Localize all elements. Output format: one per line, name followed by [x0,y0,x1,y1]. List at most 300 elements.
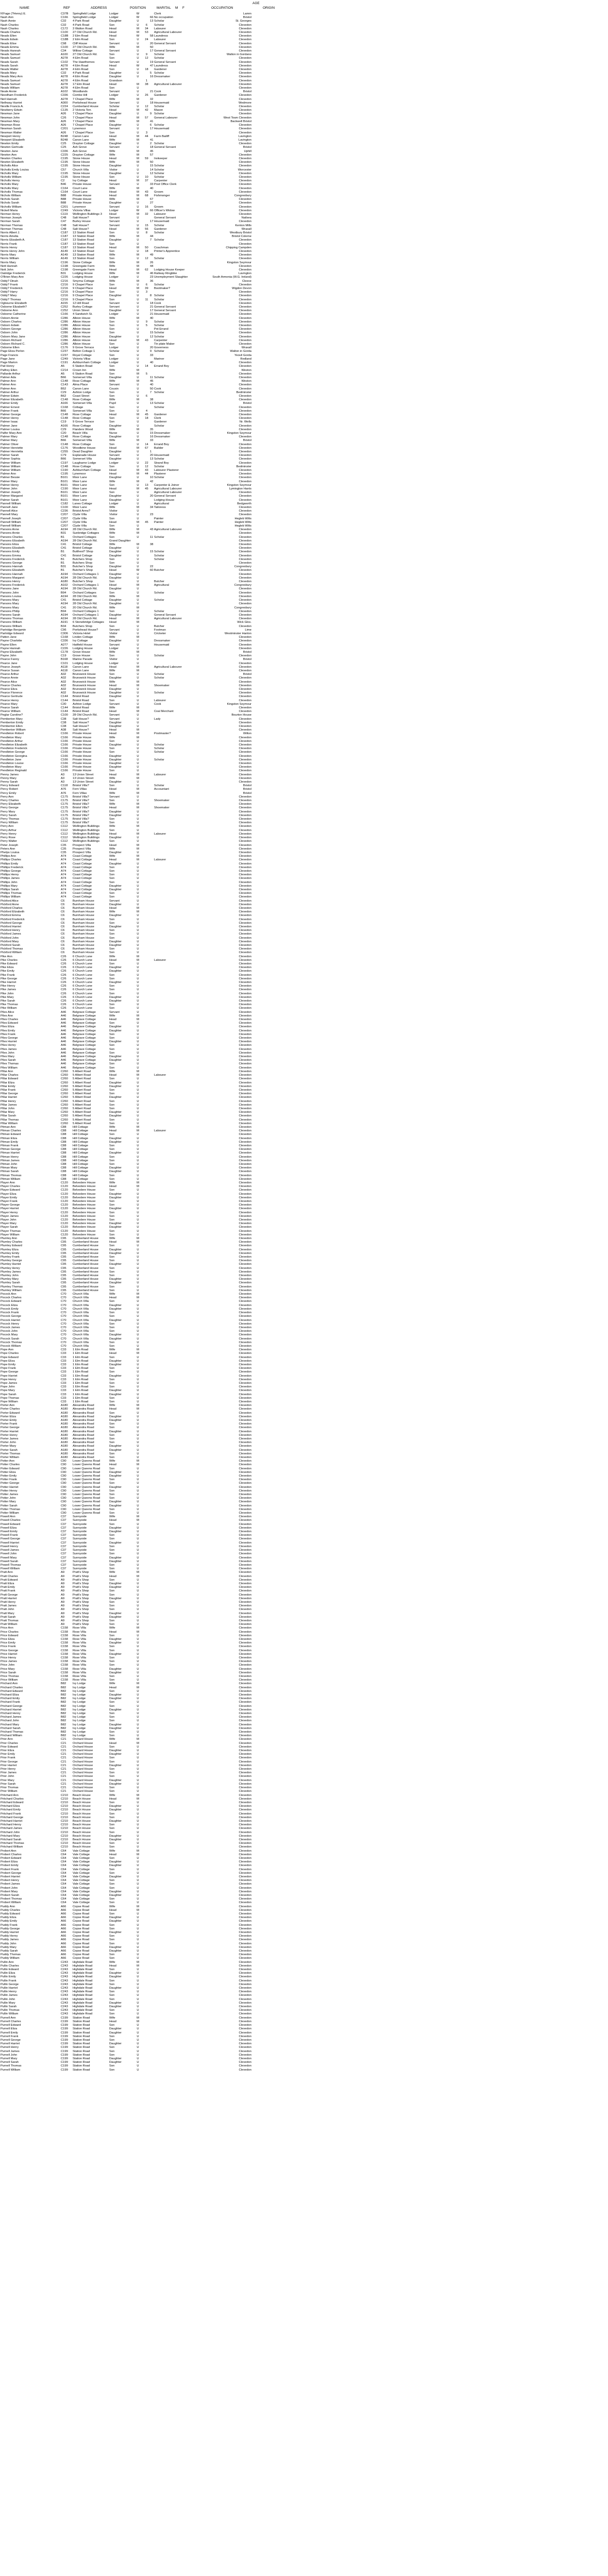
cell-ref: C95 [61,1263,66,1266]
cell-age-m [143,343,149,346]
cell-address: 4 Elm Road [73,57,89,60]
cell-position: Head [109,35,116,38]
table-row [0,1033,608,1037]
cell-address: Church Villa [73,1326,89,1329]
cell-ref: C90 [61,1485,66,1489]
table-row [0,1278,608,1281]
cell-name: Porter Edward [1,1411,20,1415]
cell-age-m [143,1616,149,1619]
cell-age-f: 57 [150,153,154,157]
cell-origin: Clevedon [239,1679,251,1682]
cell-occupation: Strand Boy [154,461,169,465]
cell-ref: A180 [61,580,68,584]
cell-spacer [263,1267,608,1270]
cell-ref: A74 [61,866,66,869]
cell-occupation [154,1541,201,1545]
cell-occupation [154,1467,201,1471]
cell-name: Porter Frank [1,1422,18,1426]
table-row [0,1270,608,1274]
cell-marital: M [137,843,139,847]
cell-age-m [143,974,149,977]
cell-name: Palmer William [1,468,21,472]
cell-occupation [154,1141,201,1144]
cell-age-m [143,710,149,714]
cell-occupation: Labourer [154,958,166,962]
cell-age-m [143,1052,149,1055]
cell-origin: Clevedon [239,970,251,973]
cell-spacer [263,1415,608,1419]
table-row [0,1222,608,1226]
cell-occupation [154,1211,201,1215]
cell-position: Son [109,394,115,398]
cell-occupation: Agricultural Labourer [154,31,182,35]
cell-spacer [263,944,608,947]
cell-age-m [143,1575,149,1579]
cell-age-f [149,369,154,372]
cell-position: Son [109,1133,115,1137]
cell-name: Osborn Edwin [1,324,20,328]
cell-address: Rose Villa [73,1645,86,1649]
cell-address: Clyde Villa [73,524,87,528]
cell-spacer [263,83,608,87]
cell-ref: C120 [61,1189,68,1192]
cell-address: Ashburnham Cottage [73,361,101,365]
cell-spacer [263,1070,608,1074]
cell-occupation: Labourer [154,27,166,30]
cell-age-m [143,1656,149,1660]
cell-address: Belgrave Cottage [73,1051,96,1055]
cell-position: Daughter [109,587,122,591]
cell-ref: C37 [61,1541,66,1545]
cell-address: Salt House? [73,721,89,724]
table-row [0,1181,608,1185]
cell-age-f [149,573,154,577]
cell-age-m [143,139,149,142]
cell-age-m: 45 [145,520,148,524]
cell-ref: C95 [61,1289,66,1292]
cell-age-f [149,521,154,524]
cell-occupation: Scholar [154,350,164,353]
cell-address: 9 Chapel Place [73,291,93,294]
cell-address: Lower Queens Road [73,1507,100,1511]
cell-ref: B82 [61,1682,66,1686]
cell-name: Nicholls Mary [1,187,19,190]
cell-position: Daughter [109,142,122,146]
cell-marital: U [137,1256,139,1259]
cell-age-m: 57 [145,116,148,120]
cell-position: Daughter [109,1393,122,1396]
cell-spacer [263,161,608,164]
cell-occupation [154,1156,201,1159]
cell-ref: C95 [61,1244,66,1248]
cell-spacer [263,870,608,873]
cell-occupation [154,1281,201,1285]
cell-age-f [149,1163,154,1166]
table-row [0,469,608,472]
table-row [0,1393,608,1397]
cell-age-f: 33 [150,183,154,187]
cell-spacer [263,1363,608,1367]
cell-ref: C88 [61,1151,66,1155]
cell-position: Head [109,31,116,35]
cell-address: Burnham House [73,914,94,918]
cell-address: 9 Grove Terrace [73,346,94,350]
cell-age-f [149,1241,154,1244]
cell-occupation [154,1096,201,1099]
cell-origin: Clevedon [239,699,251,702]
cell-occupation: Scholar [154,554,164,557]
cell-marital: M [137,109,139,112]
cell-position: Son [109,1233,115,1236]
cell-address: Belvedere House [73,1222,96,1226]
cell-ref: C37 [61,1552,66,1556]
table-row [0,591,608,595]
cell-age-f [149,1025,154,1029]
cell-name: Potter Charles [1,1463,20,1467]
cell-occupation [154,1081,201,1085]
cell-age-f [149,836,154,840]
cell-age-f [149,116,154,120]
table-row [0,688,608,691]
table-row [0,98,608,101]
cell-age-f [149,487,154,491]
cell-address: Church Villa [73,168,89,172]
table-row [0,457,608,461]
table-row [0,1375,608,1378]
cell-age-f: 13 [150,402,154,405]
cell-marital: U [137,1679,139,1682]
cell-age-m [143,276,149,279]
cell-name: Price Thomas [1,1675,19,1678]
cell-address: Rose Villa [73,1626,86,1630]
cell-occupation [154,1148,201,1151]
table-row [0,1512,608,1515]
cell-origin: Clevedon [239,1563,251,1567]
cell-position: Son [109,1204,115,1207]
cell-age-m [143,1274,149,1278]
cell-address: Wellington Buildings [73,840,100,843]
cell-origin: Clevedon [239,1241,251,1244]
cell-address: Bristol Cottage [73,554,93,557]
cell-age-m [143,1037,149,1040]
cell-ref: A9 [61,1619,65,1622]
cell-occupation: Scholar [154,557,164,561]
cell-ref: C286 [61,331,68,335]
cell-address: Private House [73,743,92,747]
cell-occupation: Carpenter [154,338,167,342]
cell-age-m [143,1207,149,1211]
cell-age-f [149,1626,154,1630]
cell-occupation [154,1345,201,1348]
cell-address: Sunnyside [73,1534,87,1537]
cell-address: 5 Albert Road [73,1070,91,1073]
cell-spacer [263,402,608,405]
cell-address: Cumberland House [73,1256,98,1259]
cell-marital: U [137,1467,139,1470]
cell-age-f [149,1033,154,1037]
cell-origin: Clevedon [239,1014,251,1018]
cell-spacer [263,1007,608,1010]
cell-address: 9 Chapel Place [73,298,93,301]
table-row [0,699,608,703]
cell-spacer [263,1475,608,1478]
cell-ref: A9 [61,1571,65,1574]
cell-occupation: Gardener [154,420,167,424]
cell-ref: C158 [61,1664,68,1667]
cell-position: Son [109,328,115,331]
table-row [0,101,608,105]
cell-name: Palmer Ann [1,383,16,387]
cell-age-m [143,881,149,885]
cell-ref: B88 [61,201,66,205]
cell-occupation: Scholar [154,124,164,127]
cell-position: Servant [109,49,120,53]
cell-occupation [154,951,201,955]
cell-position: Daughter [109,547,122,550]
cell-spacer [263,1412,608,1415]
table-row [0,187,608,191]
cell-name: Player John [1,1218,16,1222]
cell-position: Son [109,257,115,261]
cell-name: Price Charles [1,1630,19,1634]
cell-origin: Clevedon [239,1400,251,1403]
cell-spacer [263,621,608,624]
cell-age-f [149,1151,154,1155]
cell-origin: Clevedon [239,38,251,42]
cell-marital: U [137,524,139,528]
cell-name: Powell Thomas [1,1563,21,1567]
cell-spacer [263,1504,608,1508]
cell-age-m [143,777,149,781]
cell-marital: M [137,1574,139,1578]
cell-occupation [154,873,201,877]
cell-name: Pike John [1,992,14,995]
table-row [0,361,608,365]
cell-ref: C225 [61,153,68,157]
cell-age-m: 12 [145,257,148,261]
cell-age-f [149,821,154,825]
cell-position: Head [109,212,116,216]
cell-occupation: Errand Boy [154,443,169,446]
cell-spacer [263,602,608,606]
cell-origin: Wick Glos. [237,621,251,624]
cell-name: Pickford Thomas [1,947,23,951]
cell-age-f [149,1263,154,1266]
cell-ref: C118 [61,784,68,788]
table-row [0,291,608,294]
cell-name: Parsons Sarah [1,613,21,617]
cell-name: Pope Mary [1,1389,15,1393]
cell-marital: U [137,1303,139,1307]
cell-age-f [149,532,154,535]
cell-marital: U [137,1608,139,1612]
cell-name: Pratt James [1,1604,16,1608]
cell-address: 2 Victoria Terr. [73,109,92,112]
cell-name: Pike Thomas [1,1003,18,1007]
cell-ref: C19 [61,654,66,658]
cell-address: Pratt's Shop [73,1597,89,1600]
cell-age-m: 50 [145,246,148,249]
cell-origin: Clevedon [239,940,251,943]
cell-origin: Clevedon [239,680,251,684]
cell-address: 6 Church Lane [73,977,93,980]
cell-age-f: 58 [150,35,154,38]
table-row [0,1604,608,1608]
cell-address: Bristol Villa? [73,806,89,810]
cell-age-m [143,1597,149,1601]
table-row [0,491,608,495]
cell-origin: Clevedon [239,684,251,687]
cell-marital: U [137,1207,139,1211]
cell-occupation [154,1631,201,1634]
cell-spacer [263,788,608,791]
cell-position: Son [109,1066,115,1070]
cell-address: Pratt's Shop [73,1604,89,1608]
cell-age-f [149,1631,154,1634]
cell-age-f: 22 [150,565,154,569]
cell-address: Rose Villa [73,1679,86,1682]
cell-marital: M [137,261,139,264]
table-row [0,1074,608,1077]
cell-origin: Wigdon Devon [231,287,251,291]
cell-origin: Clevedon [239,1519,251,1522]
cell-ref: B101 [61,491,68,495]
cell-ref: B101 [61,495,68,498]
cell-age-f [149,888,154,892]
cell-marital: U [137,1563,139,1567]
cell-age-f [149,1070,154,1074]
cell-address: 13 Union Street [73,773,94,776]
cell-position: Wife [109,736,115,739]
cell-address: Ash Grove [73,146,87,149]
cell-age-m [143,1267,149,1270]
cell-name: Neads Elise [1,42,16,45]
cell-age-m [143,769,149,773]
cell-age-m [143,1166,149,1170]
cell-name: Nichols William [1,194,21,197]
cell-age-m [143,1337,149,1341]
cell-address: Coast Cottage [73,858,92,862]
cell-age-m [143,676,149,680]
cell-age-f [149,1126,154,1129]
cell-age-m [143,335,149,339]
cell-spacer [263,1589,608,1593]
cell-marital: M [137,806,139,810]
cell-name: Palmer William [1,461,21,465]
cell-age-m [143,1515,149,1519]
cell-spacer [263,317,608,320]
cell-spacer [263,239,608,242]
cell-age-m [143,1478,149,1482]
cell-marital: U [137,1192,139,1196]
cell-position: Daughter [109,862,122,866]
cell-marital: M [137,380,139,383]
cell-position: Daughter [109,1418,122,1422]
cell-spacer [263,309,608,313]
table-row [0,1649,608,1653]
table-row [0,1389,608,1393]
cell-age-m [143,510,149,513]
cell-age-f [149,365,154,368]
cell-age-m [143,1682,149,1686]
cell-occupation [154,777,201,781]
cell-age-f [149,1308,154,1311]
cell-occupation [154,87,201,90]
cell-origin: Clevedon [239,1460,251,1463]
cell-position: Head [109,487,116,490]
cell-origin: Clevedon [239,1278,251,1281]
cell-spacer [263,131,608,135]
cell-position: Daughter [109,725,122,728]
cell-position: Head [109,27,116,30]
cell-position: Daughter [109,1530,122,1534]
cell-position: Son [109,1229,115,1233]
cell-ref: C286 [61,324,68,328]
cell-marital: U [137,1300,139,1303]
cell-age-m [143,120,149,124]
cell-origin: Kingston Seymour [227,431,251,435]
cell-spacer [263,647,608,651]
cell-spacer [263,955,608,959]
cell-ref: A46 [61,1055,66,1059]
cell-name: Phillips Sarah [1,888,19,891]
cell-age-f [149,1537,154,1541]
cell-ref: C252 [61,306,68,309]
table-row [0,1653,608,1656]
cell-age-f [149,1441,154,1445]
cell-age-m [143,573,149,577]
cell-ref: B46 [61,183,66,187]
cell-ref: C88 [61,1155,66,1159]
cell-ref: C120 [61,1185,68,1189]
cell-occupation [154,992,201,996]
table-row [0,1189,608,1192]
cell-origin: Clevedon [239,1051,251,1055]
cell-age-m [143,877,149,880]
cell-age-m [143,75,149,79]
cell-address: Sunnyside [73,1515,87,1519]
cell-origin: Clevedon [239,127,251,131]
cell-name: Norris Elizabeth A. [1,239,25,242]
cell-ref: C6 [61,918,65,921]
cell-age-m [143,1348,149,1352]
cell-ref: C95 [61,1251,66,1255]
cell-age-m [143,302,149,306]
cell-age-m [143,1352,149,1355]
table-row [0,120,608,124]
cell-name: Pitman Mary [1,1166,18,1170]
cell-marital: U [137,866,139,869]
cell-age-f [149,462,154,465]
cell-name: Pocock Frank [1,1311,19,1315]
cell-spacer [263,469,608,472]
cell-marital: M [137,116,139,120]
cell-spacer [263,398,608,402]
cell-position: Son [109,87,115,90]
table-row [0,425,608,428]
cell-age-f [149,157,154,161]
cell-age-f: 44 [150,264,154,268]
cell-address: Bristol Villa? [73,803,89,806]
cell-name: Pearce Joseph [1,665,21,669]
cell-position: Son [109,1259,115,1263]
cell-ref: C260 [61,1084,68,1088]
cell-ref: A46 [61,1032,66,1036]
cell-age-f [149,691,154,695]
cell-marital: U [137,42,139,45]
cell-age-f [149,799,154,803]
cell-spacer [263,465,608,469]
